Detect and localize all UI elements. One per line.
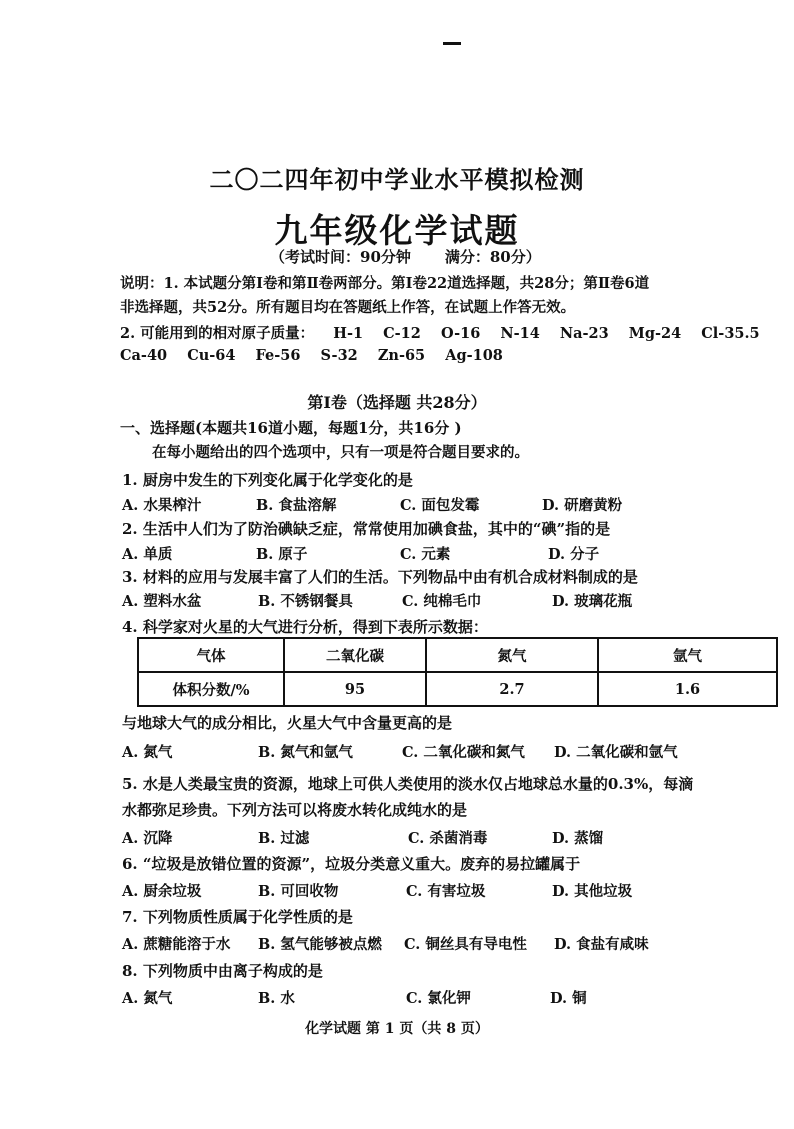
option: C. 有害垃圾 xyxy=(406,883,486,900)
option: B. 食盐溶解 xyxy=(256,497,337,514)
part1-note: 在每小题给出的四个选项中，只有一项是符合题目要求的。 xyxy=(152,444,529,461)
option: D. 玻璃花瓶 xyxy=(552,593,633,610)
mass-item: Zn-65 xyxy=(377,347,426,364)
page-footer: 化学试题 第 1 页（共 8 页） xyxy=(305,1021,489,1037)
atomic-masses-label: 2. 可能用到的相对原子质量： xyxy=(120,325,315,342)
section-title: 第Ⅰ卷（选择题 共28分） xyxy=(307,393,487,412)
question-stem: 3. 材料的应用与发展丰富了人们的生活。下列物品中由有机合成材料制成的是 xyxy=(122,568,638,586)
option: B. 水 xyxy=(258,990,295,1007)
question-stem: 8. 下列物质中由离子构成的是 xyxy=(122,962,323,980)
exam-info xyxy=(270,246,575,267)
option: A. 塑料水盆 xyxy=(122,593,202,610)
question-stem-continued: 水都弥足珍贵。下列方法可以将废水转化成纯水的是 xyxy=(122,801,468,819)
mass-item: O-16 xyxy=(440,325,481,342)
option: D. 二氧化碳和氩气 xyxy=(554,744,678,761)
table-header-cell: 氩气 xyxy=(598,638,777,672)
exam-time: （考试时间：90分钟 xyxy=(270,248,411,266)
option: D. 其他垃圾 xyxy=(552,883,633,900)
mass-item: C-12 xyxy=(383,325,421,342)
mass-item: Na-23 xyxy=(559,325,609,342)
mass-item: H-1 xyxy=(333,325,364,342)
option: D. 食盐有咸味 xyxy=(554,936,649,953)
question-stem-continued: 与地球大气的成分相比，火星大气中含量更高的是 xyxy=(122,714,453,732)
option: D. 蒸馏 xyxy=(552,830,604,847)
mass-item: S-32 xyxy=(320,347,358,364)
table-cell: 95 xyxy=(284,672,426,706)
option: A. 氮气 xyxy=(122,990,173,1007)
mass-item: N-14 xyxy=(500,325,540,342)
question-stem: 2. 生活中人们为了防治碘缺乏症，常常使用加碘食盐，其中的“碘”指的是 xyxy=(122,520,611,538)
exam-score: 满分：80分） xyxy=(444,248,541,266)
instructions-line-2: 非选择题，共52分。所有题目均在答题纸上作答，在试题上作答无效。 xyxy=(120,299,576,316)
question-stem: 6. “垃圾是放错位置的资源”，垃圾分类意义重大。废弃的易拉罐属于 xyxy=(122,855,581,873)
option: A. 沉降 xyxy=(122,830,173,847)
option: C. 铜丝具有导电性 xyxy=(404,936,527,953)
option: C. 元素 xyxy=(400,546,451,563)
question-stem: 1. 厨房中发生的下列变化属于化学变化的是 xyxy=(122,471,413,489)
mass-item: Ca-40 xyxy=(120,347,168,364)
question-stem: 4. 科学家对火星的大气进行分析，得到下表所示数据： xyxy=(122,618,488,636)
option: A. 蔗糖能溶于水 xyxy=(122,936,231,953)
option: D. 研磨黄粉 xyxy=(542,497,623,514)
instructions-line-1: 说明：1. 本试题分第Ⅰ卷和第Ⅱ卷两部分。第Ⅰ卷22道选择题，共28分；第Ⅱ卷6道 xyxy=(120,275,650,292)
mass-item: Cu-64 xyxy=(187,347,236,364)
option: D. 分子 xyxy=(548,546,600,563)
mass-item: Fe-56 xyxy=(255,347,301,364)
table-cell: 体积分数/% xyxy=(138,672,284,706)
table-header-cell: 二氧化碳 xyxy=(284,638,426,672)
atomic-masses-row-1 xyxy=(120,322,775,343)
question-stem: 5. 水是人类最宝贵的资源，地球上可供人类使用的淡水仅占地球总水量的0.3%，每滴 xyxy=(122,775,694,793)
option: B. 原子 xyxy=(256,546,308,563)
table-cell: 1.6 xyxy=(598,672,777,706)
exam-main-title: 二〇二四年初中学业水平模拟检测 xyxy=(209,165,585,194)
header-mark xyxy=(443,42,461,45)
option: B. 过滤 xyxy=(258,830,310,847)
option: A. 厨余垃圾 xyxy=(122,883,202,900)
mass-item: Mg-24 xyxy=(628,325,682,342)
table-header-row xyxy=(138,638,777,672)
option: C. 杀菌消毒 xyxy=(408,830,488,847)
option: C. 二氧化碳和氮气 xyxy=(402,744,525,761)
table-row xyxy=(138,672,777,706)
part1-heading: 一、选择题(本题共16道小题，每题1分，共16分 ) xyxy=(120,419,462,437)
question-stem: 7. 下列物质性质属于化学性质的是 xyxy=(122,908,353,926)
option: B. 氮气和氩气 xyxy=(258,744,353,761)
option: B. 氢气能够被点燃 xyxy=(258,936,382,953)
exam-subject-title: 九年级化学试题 xyxy=(274,211,520,250)
option: B. 可回收物 xyxy=(258,883,339,900)
option: C. 纯棉毛巾 xyxy=(402,593,482,610)
atomic-masses-row-2 xyxy=(120,347,518,364)
option: D. 铜 xyxy=(550,990,587,1007)
option: C. 氯化钾 xyxy=(406,990,471,1007)
mass-item: Cl-35.5 xyxy=(701,325,760,342)
option: B. 不锈钢餐具 xyxy=(258,593,353,610)
option: A. 氮气 xyxy=(122,744,173,761)
option: C. 面包发霉 xyxy=(400,497,480,514)
mass-item: Ag-108 xyxy=(445,347,503,364)
mars-atmosphere-table xyxy=(137,637,778,707)
option: A. 单质 xyxy=(122,546,173,563)
table-header-cell: 气体 xyxy=(138,638,284,672)
table-header-cell: 氮气 xyxy=(426,638,598,672)
option: A. 水果榨汁 xyxy=(122,497,202,514)
table-cell: 2.7 xyxy=(426,672,598,706)
